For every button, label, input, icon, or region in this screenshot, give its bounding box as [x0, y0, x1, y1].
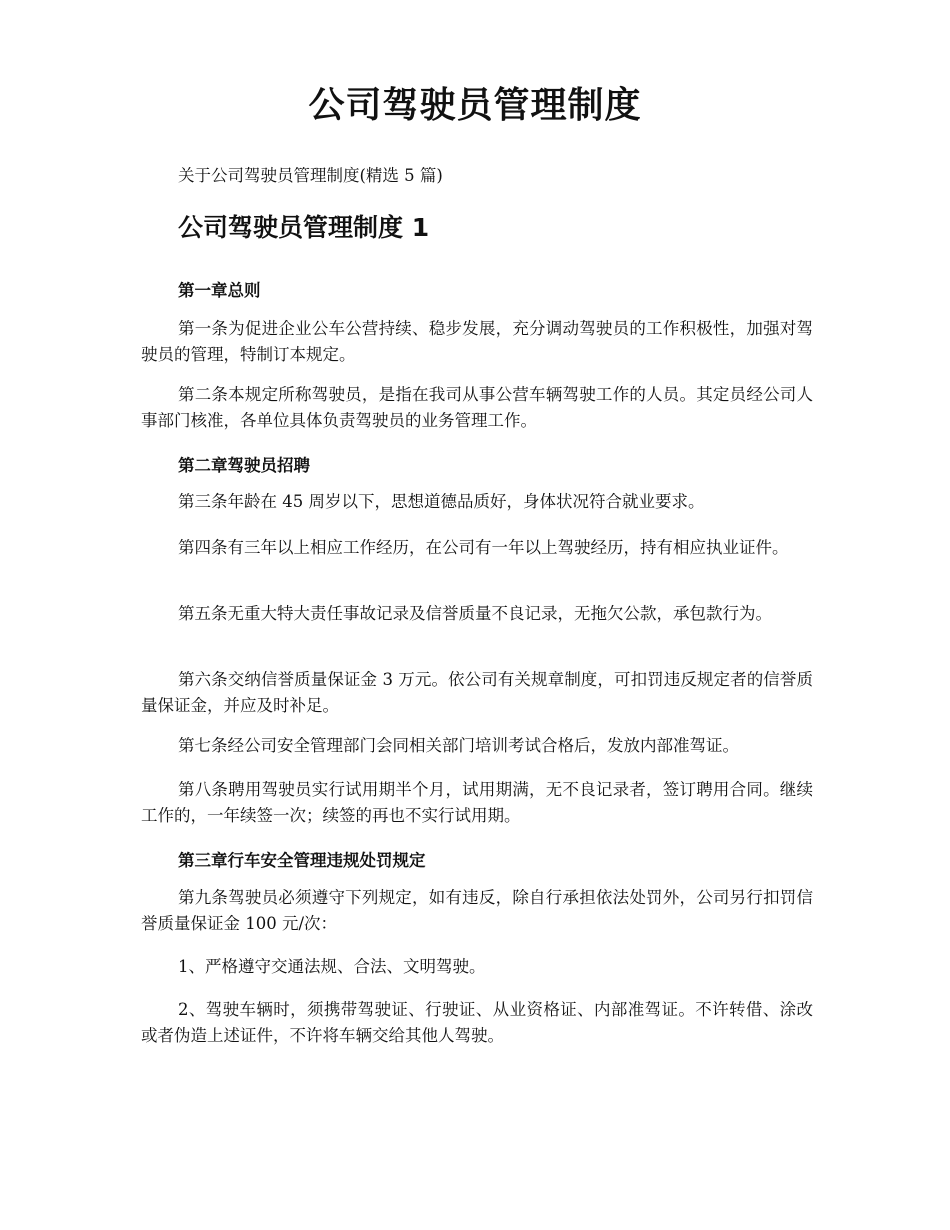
- paragraph-article-1: 第一条为促进企业公车公营持续、稳步发展，充分调动驾驶员的工作积极性，加强对驾驶员的管理，特制订本规定。: [141, 319, 813, 364]
- paragraph-article-8: 第八条聘用驾驶员实行试用期半个月，试用期满，无不良记录者，签订聘用合同。继续工作的，一年续签一次；续签的再也不实行试用期。: [141, 780, 813, 825]
- section-heading: 公司驾驶员管理制度 1: [178, 213, 430, 242]
- paragraph-article-3: 第三条年龄在 45 周岁以下，思想道德品质好，身体状况符合就业要求。: [178, 492, 705, 511]
- paragraph-article-2: 第二条本规定所称驾驶员，是指在我司从事公营车辆驾驶工作的人员。其定员经公司人事部门核准，各单位具体负责驾驶员的业务管理工作。: [141, 385, 813, 430]
- paragraph-article-5: 第五条无重大特大责任事故记录及信誉质量不良记录，无拖欠公款，承包款行为。: [178, 604, 772, 623]
- list-item-2: 2、驾驶车辆时，须携带驾驶证、行驶证、从业资格证、内部准驾证。不许转借、涂改或者伪造上述证件，不许将车辆交给其他人驾驶。: [141, 1000, 813, 1045]
- chapter-heading-1: 第一章总则: [178, 281, 261, 300]
- list-item-1: 1、严格遵守交通法规、合法、文明驾驶。: [178, 957, 486, 976]
- intro-line: 关于公司驾驶员管理制度(精选 5 篇): [178, 166, 443, 185]
- paragraph-article-7: 第七条经公司安全管理部门会同相关部门培训考试合格后，发放内部准驾证。: [178, 736, 739, 755]
- document-title: 公司驾驶员管理制度: [308, 85, 642, 126]
- paragraph-article-4: 第四条有三年以上相应工作经历，在公司有一年以上驾驶经历，持有相应执业证件。: [178, 538, 789, 557]
- paragraph-article-6: 第六条交纳信誉质量保证金 3 万元。依公司有关规章制度，可扣罚违反规定者的信誉质量保证金，并应及时补足。: [141, 670, 813, 715]
- chapter-heading-2: 第二章驾驶员招聘: [178, 456, 310, 475]
- paragraph-article-9: 第九条驾驶员必须遵守下列规定，如有违反，除自行承担依法处罚外，公司另行扣罚信誉质量保证金 100 元/次：: [141, 888, 813, 933]
- chapter-heading-3: 第三章行车安全管理违规处罚规定: [178, 851, 426, 870]
